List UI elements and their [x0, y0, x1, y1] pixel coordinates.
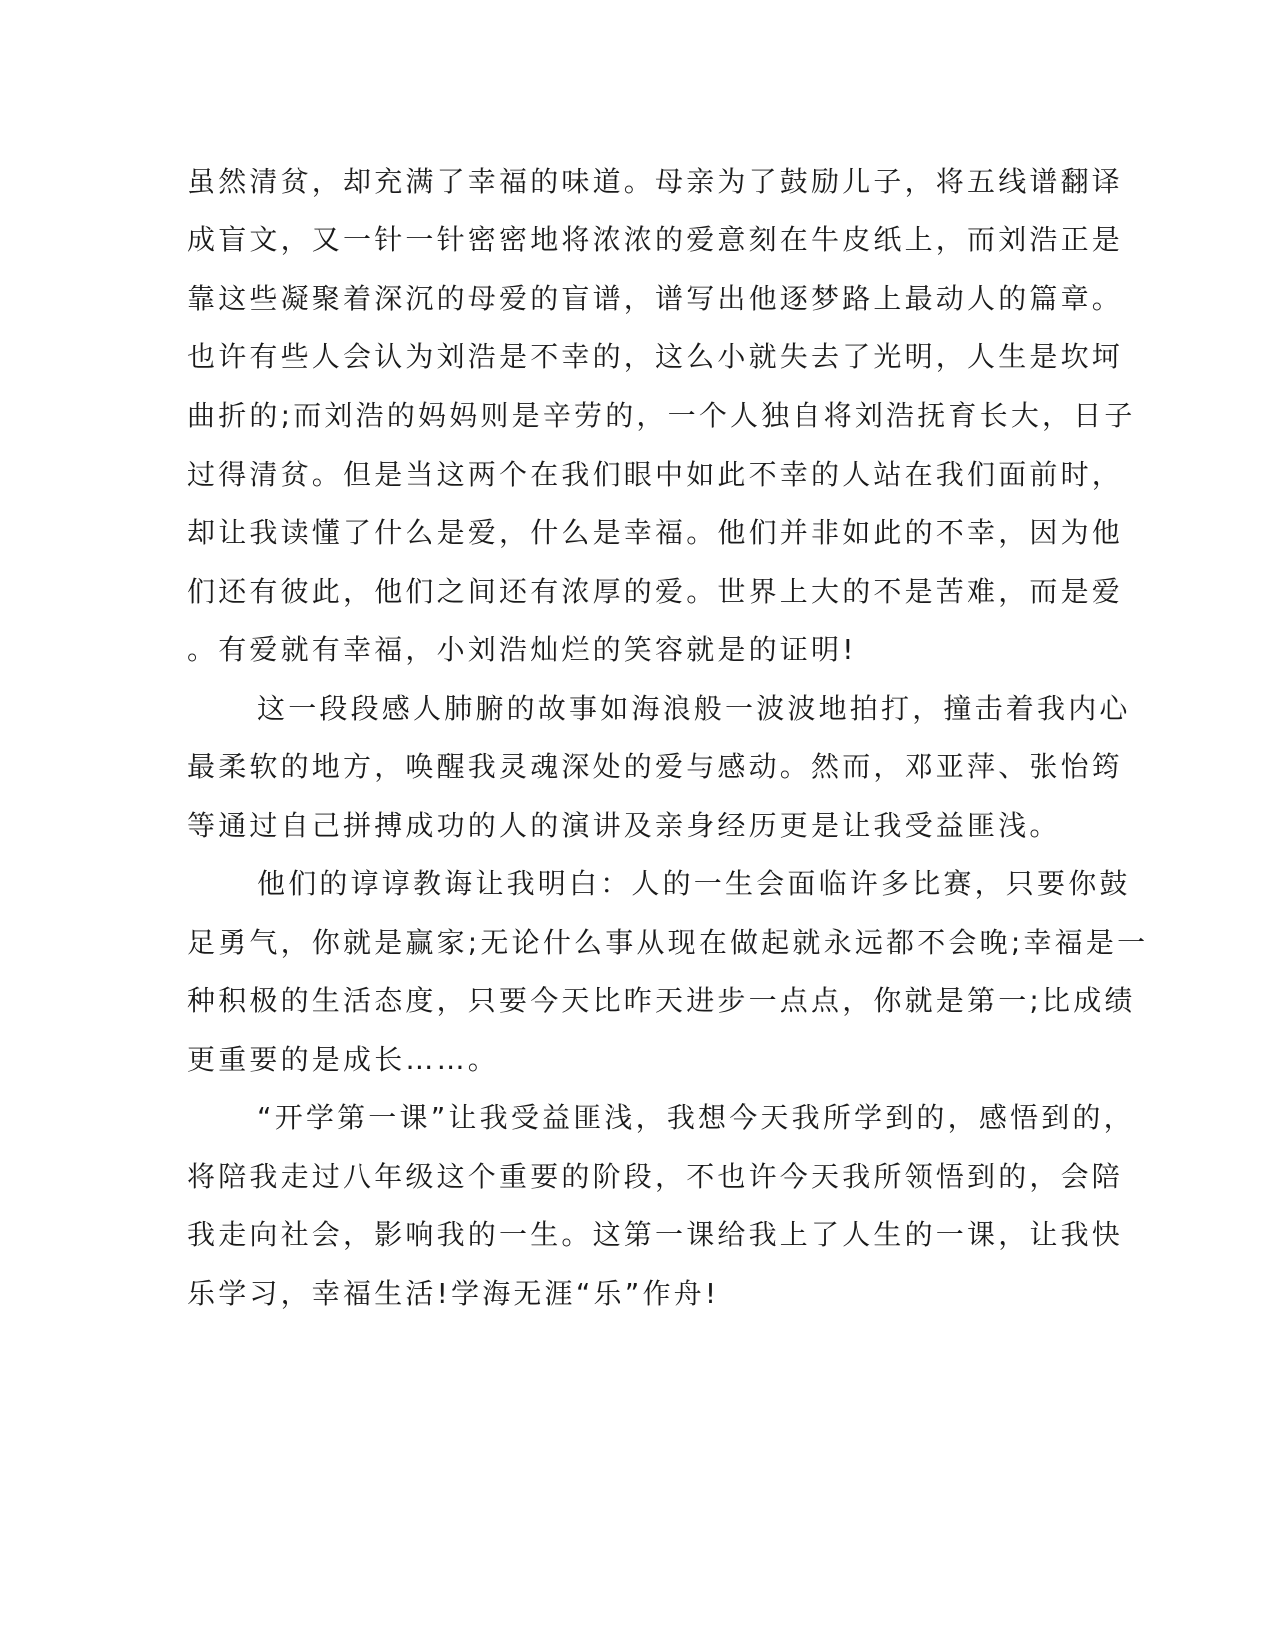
- text-line: 我走向社会，影响我的一生。这第一课给我上了人生的一课，让我快: [187, 1218, 1124, 1251]
- text-line: 们还有彼此，他们之间还有浓厚的爱。世界上大的不是苦难，而是爱: [187, 575, 1124, 608]
- text-line: 靠这些凝聚着深沉的母爱的盲谱，谱写出他逐梦路上最动人的篇章。: [187, 282, 1124, 315]
- paragraph-first-line: 他们的谆谆教诲让我明白：人的一生会面临许多比赛，只要你鼓: [257, 867, 1131, 900]
- text-line: 最柔软的地方，唤醒我灵魂深处的爱与感动。然而，邓亚萍、张怡筠: [187, 750, 1124, 783]
- text-line: 将陪我走过八年级这个重要的阶段，不也许今天我所领悟到的，会陪: [187, 1160, 1124, 1193]
- text-line: 足勇气，你就是赢家;无论什么事从现在做起就永远都不会晚;幸福是一: [187, 926, 1149, 959]
- text-line: 成盲文，又一针一针密密地将浓浓的爱意刻在牛皮纸上，而刘浩正是: [187, 223, 1124, 256]
- text-line: 乐学习，幸福生活!学海无涯“乐”作舟!: [187, 1277, 720, 1310]
- text-line: 却让我读懂了什么是爱，什么是幸福。他们并非如此的不幸，因为他: [187, 516, 1124, 549]
- paragraph-first-line: 这一段段感人肺腑的故事如海浪般一波波地拍打，撞击着我内心: [257, 692, 1131, 725]
- text-line: 过得清贫。但是当这两个在我们眼中如此不幸的人站在我们面前时，: [187, 458, 1124, 491]
- text-line: 更重要的是成长……。: [187, 1043, 500, 1076]
- text-line: 曲折的;而刘浩的妈妈则是辛劳的，一个人独自将刘浩抚育长大，日子: [187, 399, 1136, 432]
- text-line: 种积极的生活态度，只要今天比昨天进步一点点，你就是第一;比成绩: [187, 984, 1136, 1017]
- text-line: 虽然清贫，却充满了幸福的味道。母亲为了鼓励儿子，将五线谱翻译: [187, 165, 1124, 198]
- text-line: 也许有些人会认为刘浩是不幸的，这么小就失去了光明，人生是坎坷: [187, 340, 1124, 373]
- text-line: 等通过自己拼搏成功的人的演讲及亲身经历更是让我受益匪浅。: [187, 809, 1061, 842]
- paragraph-first-line: “开学第一课”让我受益匪浅，我想今天我所学到的，感悟到的，: [257, 1101, 1135, 1134]
- text-line: 。有爱就有幸福，小刘浩灿烂的笑容就是的证明!: [187, 633, 857, 666]
